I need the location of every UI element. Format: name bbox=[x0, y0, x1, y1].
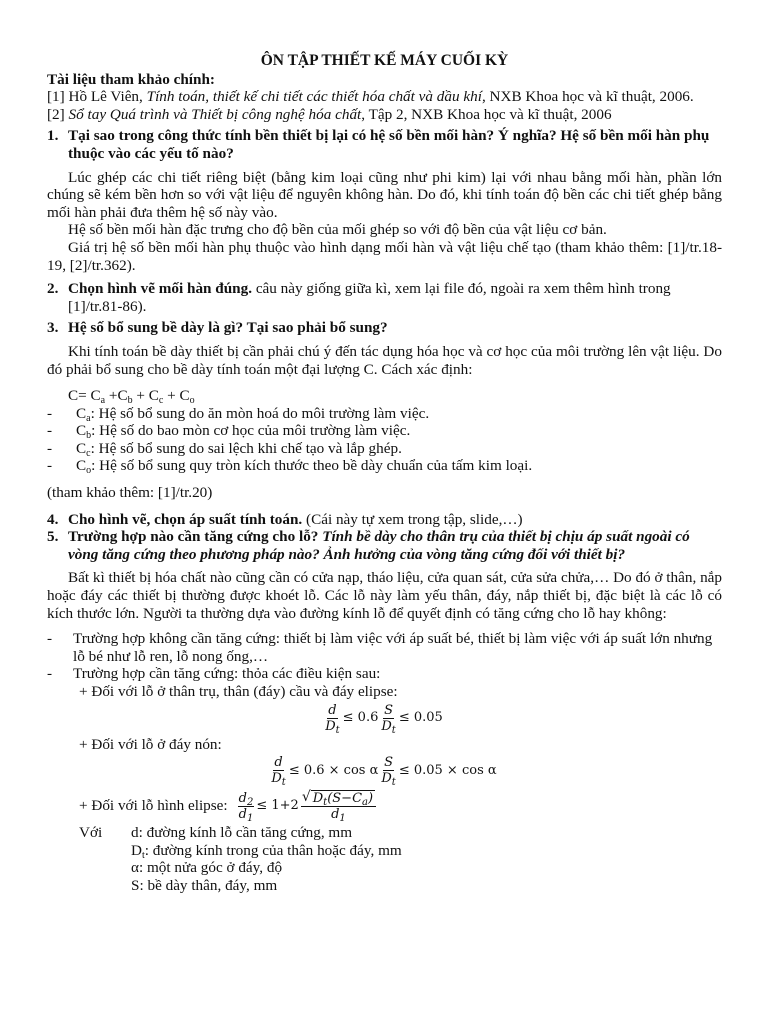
question-number: 1. bbox=[47, 127, 59, 145]
formula-sub: 1 bbox=[339, 813, 346, 825]
list-dash: - bbox=[47, 422, 53, 440]
formula-sub: a bbox=[100, 395, 106, 407]
formula-cylinder bbox=[47, 703, 722, 734]
formula-operator: ≤ 1+2 bbox=[256, 798, 299, 814]
item-sub: b bbox=[86, 430, 92, 442]
formula-operator: ≤ 0.05 bbox=[398, 710, 443, 726]
formula-operator: ≤ 0.6 bbox=[342, 710, 379, 726]
reference-publisher: , Tập 2, NXB Khoa học và kĩ thuật, 2006 bbox=[361, 105, 612, 123]
condition-heading: + Đối với lỗ ở thân trụ, thân (đáy) cầu và đáy elipse: bbox=[79, 683, 398, 700]
variable-desc: : đường kính lỗ cần tăng cứng, mm bbox=[138, 824, 353, 842]
question-number: 4. bbox=[47, 510, 59, 528]
list-dash: - bbox=[47, 439, 53, 457]
formula-sub: t bbox=[323, 797, 328, 809]
formula-numerator: S bbox=[384, 702, 394, 718]
question-text: Tại sao trong công thức tính bền thiết bị lại có hệ số bền mối hàn? Ý nghĩa? Hệ số bền mối hàn phụ thuộc vào các yếu tố nào? bbox=[68, 127, 710, 162]
list-dash: - bbox=[47, 630, 53, 648]
question-note: (Cái này tự xem trong tập, slide,…) bbox=[302, 510, 523, 528]
formula-part: + C bbox=[163, 387, 190, 405]
formula-sub: t bbox=[391, 724, 396, 736]
question-2 bbox=[47, 280, 722, 315]
document-page bbox=[47, 52, 722, 895]
variable-desc: : một nửa góc ở đáy, độ bbox=[138, 859, 283, 877]
list-item bbox=[47, 422, 722, 440]
item-symbol: C bbox=[76, 439, 87, 457]
reference-2 bbox=[47, 106, 722, 124]
list-item bbox=[47, 440, 722, 458]
variable-definitions bbox=[47, 824, 722, 894]
reference-author: Hồ Lê Viên, bbox=[68, 88, 147, 106]
item-sub: c bbox=[86, 447, 91, 459]
list-item bbox=[47, 457, 722, 475]
question-1 bbox=[47, 127, 722, 162]
formula-numerator: d bbox=[274, 755, 283, 771]
variable-symbol: D bbox=[131, 841, 142, 859]
sqrt-icon: √ bbox=[301, 789, 311, 806]
paragraph: Giá trị hệ số bền mối hàn phụ thuộc vào hình dạng mối hàn và vật liệu chế tạo (tham khảo thêm: [1]/tr.18-19, [2]/tr.362). bbox=[47, 238, 722, 274]
paragraph: Hệ số bền mối hàn đặc trưng cho độ bền của mối ghép so với độ bền của vật liệu cơ bản. bbox=[68, 221, 607, 239]
question-number: 5. bbox=[47, 528, 59, 546]
thickness-formula bbox=[47, 387, 722, 405]
item-sub: a bbox=[86, 412, 91, 424]
with-label: Với bbox=[79, 824, 103, 842]
reference-work: Sổ tay Quá trình và Thiết bị công nghệ hóa chất bbox=[68, 105, 362, 123]
list-dash: - bbox=[47, 665, 53, 683]
item-desc: Trường hợp không cần tăng cứng: thiết bị làm việc với áp suất bé, thiết bị làm việc với áp suất lớn nhưng lỗ bé như lỗ ren, lỗ nong ống,… bbox=[73, 630, 713, 665]
question-text: Chọn hình vẽ mối hàn đúng. bbox=[68, 280, 253, 298]
reference-note: (tham khảo thêm: [1]/tr.20) bbox=[47, 484, 213, 502]
item-symbol: C bbox=[76, 404, 87, 422]
question-note: câu này giống giữa kì, xem lại file đó, ngoài ra xem thêm hình trong [1]/tr.81-86). bbox=[68, 280, 671, 315]
formula-sub: o bbox=[189, 395, 195, 407]
question-text: Cho hình vẽ, chọn áp suất tính toán. bbox=[68, 510, 303, 528]
formula-sub: 1 bbox=[246, 812, 254, 824]
formula-numerator: d bbox=[238, 790, 247, 806]
formula-denominator: d bbox=[238, 806, 247, 822]
formula-sub: a bbox=[362, 797, 368, 809]
formula-operator: ≤ 0.6 × cos α bbox=[288, 762, 379, 778]
formula-root: ) bbox=[368, 791, 374, 807]
references-heading: Tài liệu tham khảo chính: bbox=[47, 70, 215, 88]
formula-root: (S−C bbox=[327, 791, 363, 807]
formula-operator: ≤ 0.05 × cos α bbox=[398, 762, 497, 778]
variable-symbol: α bbox=[131, 859, 139, 877]
variable-desc: : bề dày thân, đáy, mm bbox=[139, 876, 278, 894]
condition-heading: + Đối với lỗ hình elipse: bbox=[79, 797, 228, 815]
variable-symbol: d bbox=[131, 824, 139, 842]
formula-sub: c bbox=[158, 395, 164, 407]
list-item bbox=[47, 405, 722, 423]
item-desc: : Hệ số bổ sung quy tròn kích thước theo bề dày chuẩn của tấm kim loại. bbox=[91, 457, 533, 475]
question-text: Trường hợp nào cần tăng cứng cho lỗ? bbox=[68, 528, 323, 546]
formula-denominator: D bbox=[271, 771, 282, 787]
variable-sub: t bbox=[141, 849, 145, 861]
variable-symbol: S bbox=[131, 876, 140, 894]
reference-number: [2] bbox=[47, 105, 69, 123]
formula-sub: 2 bbox=[246, 796, 254, 808]
formula-part: C= C bbox=[68, 387, 101, 405]
reference-1 bbox=[47, 88, 722, 106]
formula-numerator: d bbox=[328, 702, 337, 718]
reference-number: [1] bbox=[47, 88, 69, 106]
item-desc: : Hệ số bổ sung do sai lệch khi chế tạo và lắp ghép. bbox=[90, 439, 402, 457]
formula-sub: t bbox=[335, 724, 340, 736]
list-dash: - bbox=[47, 457, 53, 475]
item-symbol: C bbox=[76, 422, 87, 440]
reference-publisher: , NXB Khoa học và kĩ thuật, 2006. bbox=[481, 88, 694, 106]
formula-cone bbox=[47, 755, 722, 789]
condition-heading: + Đối với lỗ ở đáy nón: bbox=[79, 735, 222, 753]
paragraph: Khi tính toán bề dày thiết bị cần phải chú ý đến tác dụng hóa học và cơ học của môi trường lên vật liệu. Do đó phải bổ sung cho bề dày tính toán một đại lượng C. Cách xác định: bbox=[47, 342, 722, 378]
item-desc: : Hệ số do bao mòn cơ học của môi trường làm việc. bbox=[91, 422, 411, 440]
formula-denominator: D bbox=[381, 771, 392, 787]
list-item bbox=[47, 665, 722, 683]
formula-ellipse bbox=[238, 789, 376, 825]
question-4 bbox=[47, 511, 722, 529]
item-desc: : Hệ số bổ sung do ăn mòn hoá do môi trường làm việc. bbox=[90, 404, 430, 422]
formula-part: +C bbox=[105, 387, 128, 405]
question-3 bbox=[47, 319, 722, 337]
list-item bbox=[47, 630, 722, 665]
paragraph: Lúc ghép các chi tiết riêng biệt (bằng kim loại cũng như phi kim) lại với nhau bằng mối hàn, phần lớn chúng sẽ kém bền hơn so với vật liệu để nguyên không hàn. Do đó, khi tính toán độ bền các chi tiết ghép bằng mối hàn phải đưa thêm hệ số này vào. bbox=[47, 168, 722, 221]
formula-denominator: D bbox=[381, 718, 392, 734]
formula-sub: b bbox=[127, 395, 133, 407]
item-symbol: C bbox=[76, 457, 87, 475]
formula-root: D bbox=[312, 791, 324, 807]
question-number: 3. bbox=[47, 319, 59, 337]
paragraph: Bất kì thiết bị hóa chất nào cũng cần có cửa nạp, tháo liệu, cửa quan sát, cửa sửa chửa,… Do đó ở thân, nắp hoặc đáy các thiết bị thường được khoét lỗ. Các lỗ này làm yếu thân, đáy, nắp thiết bị, đặc biệt là các lỗ có kích thước lớn. Người ta thường dựa vào đường kính lỗ để quyết định có tăng cứng cho lỗ hay không: bbox=[47, 569, 722, 622]
question-text: Hệ số bổ sung bề dày là gì? Tại sao phải bổ sung? bbox=[68, 319, 388, 337]
formula-sub: t bbox=[281, 777, 286, 789]
reference-work: Tính toán, thiết kế chi tiết các thiết hóa chất và dầu khí bbox=[146, 88, 482, 106]
formula-part: + C bbox=[132, 387, 159, 405]
condition-ellipse bbox=[47, 789, 722, 825]
list-dash: - bbox=[47, 404, 53, 422]
formula-denominator: D bbox=[325, 718, 336, 734]
question-number: 2. bbox=[47, 280, 59, 298]
item-desc: Trường hợp cần tăng cứng: thỏa các điều kiện sau: bbox=[73, 665, 381, 683]
variable-desc: : đường kính trong của thân hoặc đáy, mm bbox=[144, 841, 402, 859]
question-5 bbox=[47, 528, 722, 563]
formula-numerator: S bbox=[384, 755, 394, 771]
document-title: ÔN TẬP THIẾT KẾ MÁY CUỐI KỲ bbox=[260, 52, 509, 69]
formula-sub: t bbox=[391, 777, 396, 789]
question-text-italic: Tính bề dày cho thân trụ của thiết bị chịu áp suất ngoài có vòng tăng cứng theo phương pháp nào? Ảnh hưởng của vòng tăng cứng đối với thiết bị? bbox=[68, 528, 690, 563]
formula-denominator: d bbox=[331, 807, 340, 823]
item-sub: o bbox=[86, 465, 92, 477]
